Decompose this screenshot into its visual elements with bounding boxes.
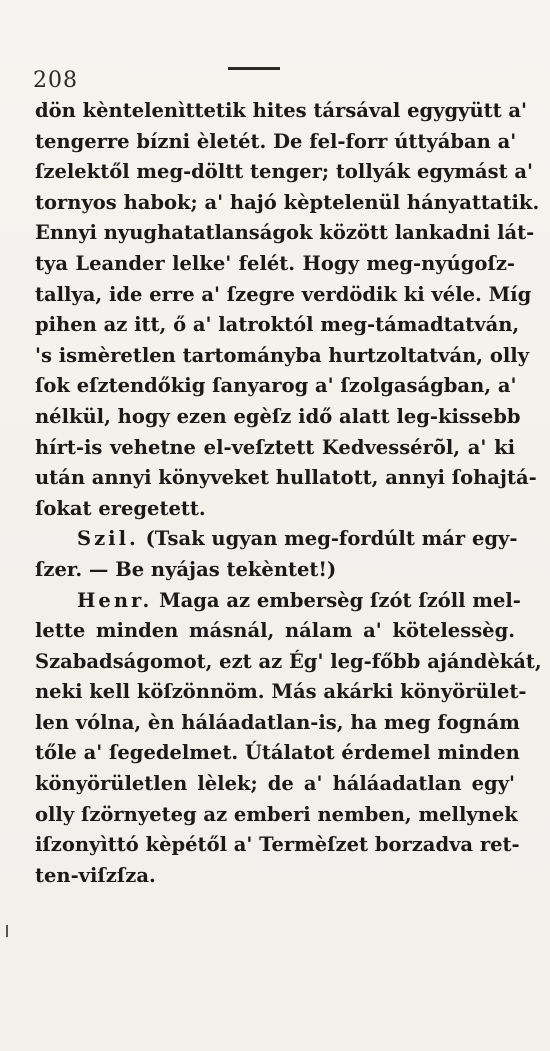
speaker-name: Henr. (77, 588, 153, 612)
text-line: tornyos habok; a' hajó kèptelenül hányattatik. (35, 190, 540, 214)
dialogue-line: könyörületlen lèlek; de a' háláadatlan egy' (35, 772, 515, 796)
dialogue-line: olly ſzörnyeteg az emberi nemben, mellynek (35, 802, 518, 826)
text-line: dön kèntelenìttetik hites társával egygyütt a' (35, 99, 528, 122)
dialogue-line: Szabadságomot, ezt az Ég' leg-főbb ajándèkát, (35, 649, 542, 673)
dialogue-line: iſzonyìttó kèpétől a' Termèſzet borzadva ret- (35, 833, 520, 857)
text-line: után annyi könyveket hullatott, annyi ſohajtá- (35, 466, 537, 490)
header-rule (228, 67, 280, 70)
text-line: tallya, ide erre a' ſzegre verdödik ki véle. Míg (35, 282, 532, 306)
dialogue-line: ten-viſzſza. (35, 863, 156, 887)
dialogue-line: neki kell köſzönnöm. Más akárki könyörület- (35, 680, 527, 704)
text-block (35, 96, 542, 891)
text-line: Ennyi nyughatatlanságok között lankadni lát- (35, 221, 535, 245)
text-line: pihen az itt, ő a' latroktól meg-támadtatván, (35, 313, 520, 337)
text-line: ſok eſztendőkig ſanyarog a' ſzolgaságban, a' (35, 374, 517, 398)
text-line: nélkül, hogy ezen egèſz idő alatt leg-kissebb (35, 404, 521, 428)
text-line: ſokat eregetett. (35, 496, 206, 520)
text-line: tya Leander lelke' felét. Hogy meg-nyúgoſz- (35, 251, 515, 275)
dialogue-line: len vólna, èn háláadatlan-is, ha meg fognám (35, 710, 520, 734)
speaker-name: Szil. (77, 527, 139, 551)
dialogue-line: tőle a' ſegedelmet. Útálatot érdemel minden (35, 741, 520, 765)
dialogue-line: lette minden másnál, nálam a' kötelessèg. (35, 619, 515, 643)
text-line: ſzelektől meg-döltt tenger; tollyák egymást a' (35, 160, 534, 184)
dialogue-line: ſzer. — Be nyájas tekèntet!) (35, 557, 337, 581)
speech-text: Maga az embersèg ſzót ſzóll mel- (159, 588, 521, 612)
speech-text: (Tsak ugyan meg-fordúlt már egy- (145, 527, 518, 551)
text-line: hírt-is vehetne el-veſztett Kedvessérõl, a' ki (35, 435, 515, 459)
dialogue-line (35, 524, 518, 555)
dialogue-line (35, 586, 521, 617)
text-line: tengerre bízni èletét. De fel-forr úttyában a' (35, 129, 517, 153)
text-line: 's ismèretlen tartományba hurtzoltatván, olly (35, 343, 530, 367)
page-number: 208 (33, 68, 78, 93)
margin-mark (6, 925, 8, 937)
